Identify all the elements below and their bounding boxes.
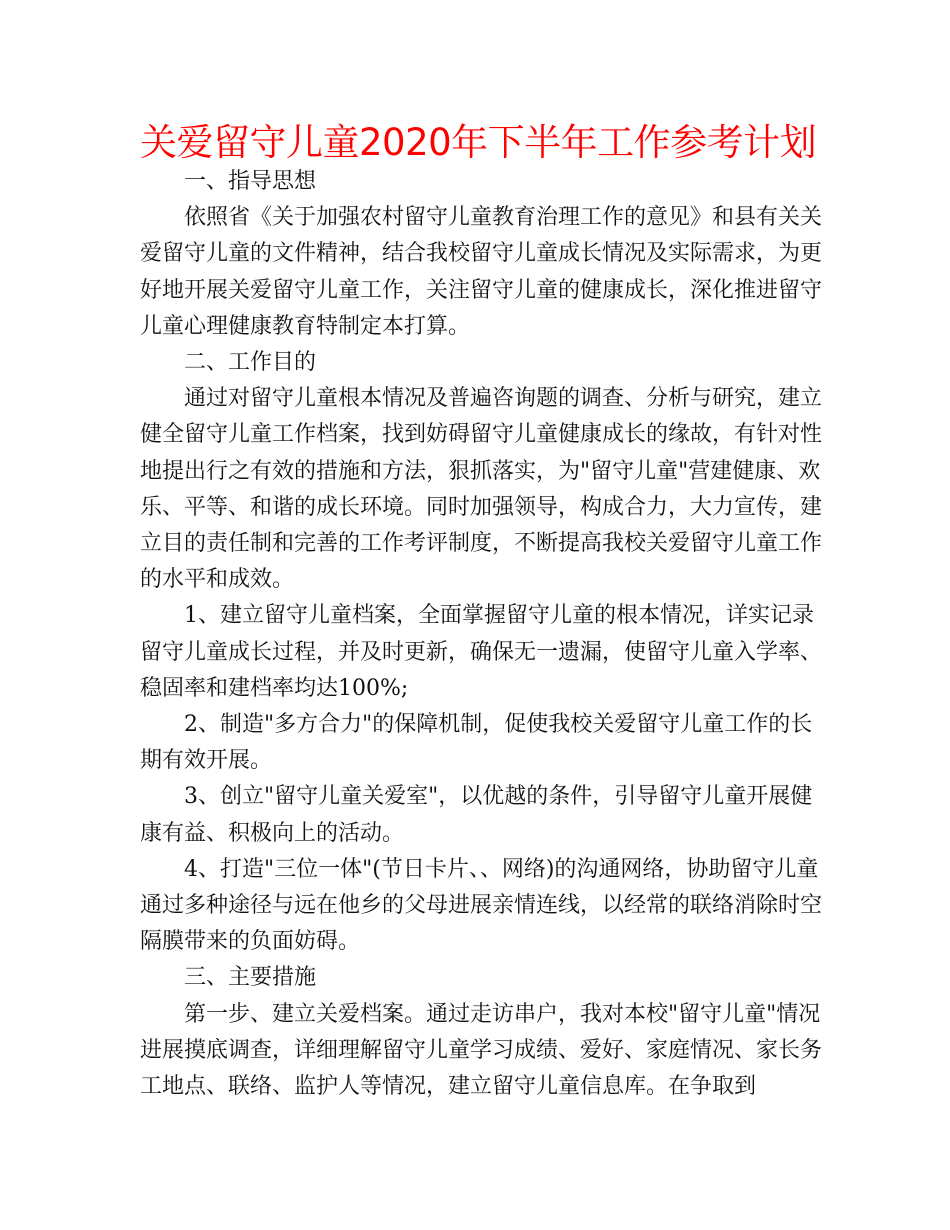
paragraph-guiding-ideology: 依照省《关于加强农村留守儿童教育治理工作的意见》和县有关关爱留守儿童的文件精神，结合我校留守儿童成长情况及实际需求，为更好地开展关爱留守儿童工作，关注留守儿童的健康成长，深化推进留守儿童心理健康教育特制定本打算。	[140, 205, 823, 339]
document-body	[140, 164, 830, 1105]
paragraph-step-one: 第一步、建立关爱档案。通过走访串户，我对本校"留守儿童"情况进展摸底调查，详细理解留守儿童学习成绩、爱好、家庭情况、家长务工地点、联络、监护人等情况，建立留守儿童信息库。在争取到	[140, 1001, 823, 1100]
heading-work-goals: 二、工作目的	[184, 350, 317, 376]
heading-guiding-ideology: 一、指导思想	[184, 169, 317, 194]
goal-item-1: 1、建立留守儿童档案，全面掌握留守儿童的根本情况，详实记录留守儿童成长过程，并及时更新，确保无一遗漏，使留守儿童入学率、稳固率和建档率均达100%;	[140, 603, 823, 701]
paragraph-work-goals: 通过对留守儿童根本情况及普遍咨询题的调查、分析与研究，建立健全留守儿童工作档案，找到妨碍留守儿童健康成长的缘故，有针对性地提出行之有效的措施和方法，狠抓落实，为"留守儿童"营建健康、欢乐、平等、和谐的成长环境。同时加强领导，构成合力，大力宣传，建立目的责任制和完善的工作考评制度，不断提高我校关爱留守儿童工作的水平和成效。	[140, 386, 823, 593]
goal-item-2: 2、制造"多方合力"的保障机制，促使我校关爱留守儿童工作的长期有效开展。	[140, 712, 813, 774]
document-title: 关爱留守儿童2020年下半年工作参考计划	[140, 121, 817, 164]
goal-item-3: 3、创立"留守儿童关爱室"，以优越的条件，引导留守儿童开展健康有益、积极向上的活动。	[140, 784, 813, 846]
heading-main-measures: 三、主要措施	[184, 965, 317, 991]
goal-item-4: 4、打造"三位一体"(节日卡片、、网络)的沟通网络，协助留守儿童通过多种途径与远在他乡的父母进展亲情连线，以经常的联络消除时空隔膜带来的负面妨碍。	[140, 856, 823, 955]
